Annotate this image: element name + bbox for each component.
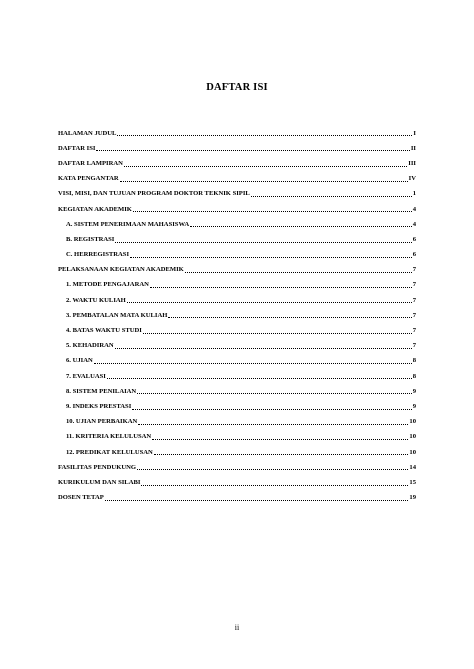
dot-leader [133,211,412,212]
dot-leader [94,363,412,364]
dot-leader [115,242,411,243]
toc-entry-label: HALAMAN JUDUL [58,129,117,137]
toc-entry-page: 9 [412,402,416,410]
dot-leader [117,135,412,136]
toc-entry[interactable] [58,411,416,426]
dot-leader [152,439,408,440]
toc-entry-page: IV [408,175,416,183]
toc-entry-page: 6 [412,235,416,243]
toc-entry-label: KURIKULUM DAN SILABI [58,478,141,486]
dot-leader [185,272,412,273]
toc-entry-page: 8 [412,372,416,380]
toc-entry-page: 10 [409,418,416,426]
toc-entry-page: 7 [412,327,416,335]
toc-entry-page: 10 [409,448,416,456]
dot-leader [138,424,408,425]
toc-entry[interactable] [58,441,416,456]
dot-leader [105,500,409,501]
toc-entry-label: FASILITAS PENDUKUNG [58,463,136,471]
dot-leader [137,469,408,470]
toc-entry[interactable] [58,319,416,334]
dot-leader [130,257,412,258]
toc-entry[interactable] [58,213,416,228]
toc-entry-page: 1 [412,190,416,198]
dot-leader [168,317,411,318]
toc-entry[interactable] [58,244,416,259]
toc-entry-page: 7 [412,342,416,350]
toc-entry-page: 9 [412,387,416,395]
dot-leader [154,454,409,455]
toc-entry[interactable] [58,335,416,350]
toc-entry-label: 6. UJIAN [66,357,93,365]
toc-entry[interactable] [58,471,416,486]
toc-entry-page: I [413,129,416,137]
toc-entry[interactable] [58,259,416,274]
toc-entry[interactable] [58,183,416,198]
dot-leader [127,302,412,303]
toc-entry-page: 7 [412,296,416,304]
toc-entry-page: 8 [412,357,416,365]
toc-entry-label: 12. PREDIKAT KELULUSAN [66,448,153,456]
dot-leader [190,226,412,227]
toc-entry-page: III [408,159,416,167]
toc-entry[interactable] [58,365,416,380]
toc-entry-label: KATA PENGANTAR [58,175,119,183]
toc-entry[interactable] [58,350,416,365]
toc-entry-page: 15 [409,478,416,486]
toc-entry-label: 5. KEHADIRAN [66,342,114,350]
toc-entry-page: 19 [409,494,416,502]
dot-leader [124,166,407,167]
toc-entry-label: B. REGISTRASI [66,235,115,243]
toc-entry-label: C. HERREGISTRASI [66,251,130,259]
page-number: ii [234,623,240,632]
toc-entry[interactable] [58,456,416,471]
toc-entry-label: DAFTAR LAMPIRAN [58,159,123,167]
dot-leader [107,378,412,379]
toc-entry-page: 4 [412,205,416,213]
dot-leader [132,409,411,410]
toc-entry[interactable] [58,228,416,243]
dot-leader [137,393,412,394]
toc-entry[interactable] [58,380,416,395]
toc-entry-label: 1. METODE PENGAJARAN [66,281,149,289]
toc-entry-label: DAFTAR ISI [58,144,96,152]
table-of-contents [58,122,416,502]
dot-leader [96,150,409,151]
toc-entry-label: 11. KRITERIA KELULUSAN [66,433,152,441]
toc-entry[interactable] [58,487,416,502]
toc-entry-label: 3. PEMBATALAN MATA KULIAH [66,311,168,319]
toc-entry[interactable] [58,137,416,152]
toc-entry[interactable] [58,168,416,183]
toc-entry-label: A. SISTEM PENERIMAAN MAHASISWA [66,220,190,228]
toc-entry[interactable] [58,426,416,441]
toc-entry[interactable] [58,289,416,304]
toc-entry-label: 10. UJIAN PERBAIKAN [66,418,138,426]
toc-entry-label: VISI, MISI, DAN TUJUAN PROGRAM DOKTOR TEKNIK SIPIL [58,190,250,198]
dot-leader [115,348,412,349]
toc-entry-page: II [410,144,416,152]
toc-entry-label: 8. SISTEM PENILAIAN [66,387,137,395]
toc-entry[interactable] [58,198,416,213]
toc-entry[interactable] [58,274,416,289]
toc-entry[interactable] [58,152,416,167]
dot-leader [143,333,412,334]
toc-entry-label: 2. WAKTU KULIAH [66,296,126,304]
toc-entry-page: 10 [409,433,416,441]
toc-entry-label: DOSEN TETAP [58,494,104,502]
dot-leader [141,485,408,486]
toc-entry-page: 7 [412,281,416,289]
dot-leader [120,181,408,182]
toc-entry-label: 4. BATAS WAKTU STUDI [66,327,142,335]
toc-entry-page: 6 [412,251,416,259]
toc-entry-label: KEGIATAN AKADEMIK [58,205,132,213]
toc-entry[interactable] [58,395,416,410]
dot-leader [150,287,412,288]
toc-entry[interactable] [58,304,416,319]
toc-entry-page: 14 [409,463,416,471]
toc-entry-label: 9. INDEKS PRESTASI [66,402,132,410]
toc-entry-page: 4 [412,220,416,228]
toc-entry-page: 7 [412,311,416,319]
toc-entry[interactable] [58,122,416,137]
toc-entry-label: PELAKSANAAN KEGIATAN AKADEMIK [58,266,184,274]
page-title: DAFTAR ISI [206,82,268,93]
dot-leader [251,196,412,197]
toc-entry-label: 7. EVALUASI [66,372,106,380]
toc-entry-page: 7 [412,266,416,274]
